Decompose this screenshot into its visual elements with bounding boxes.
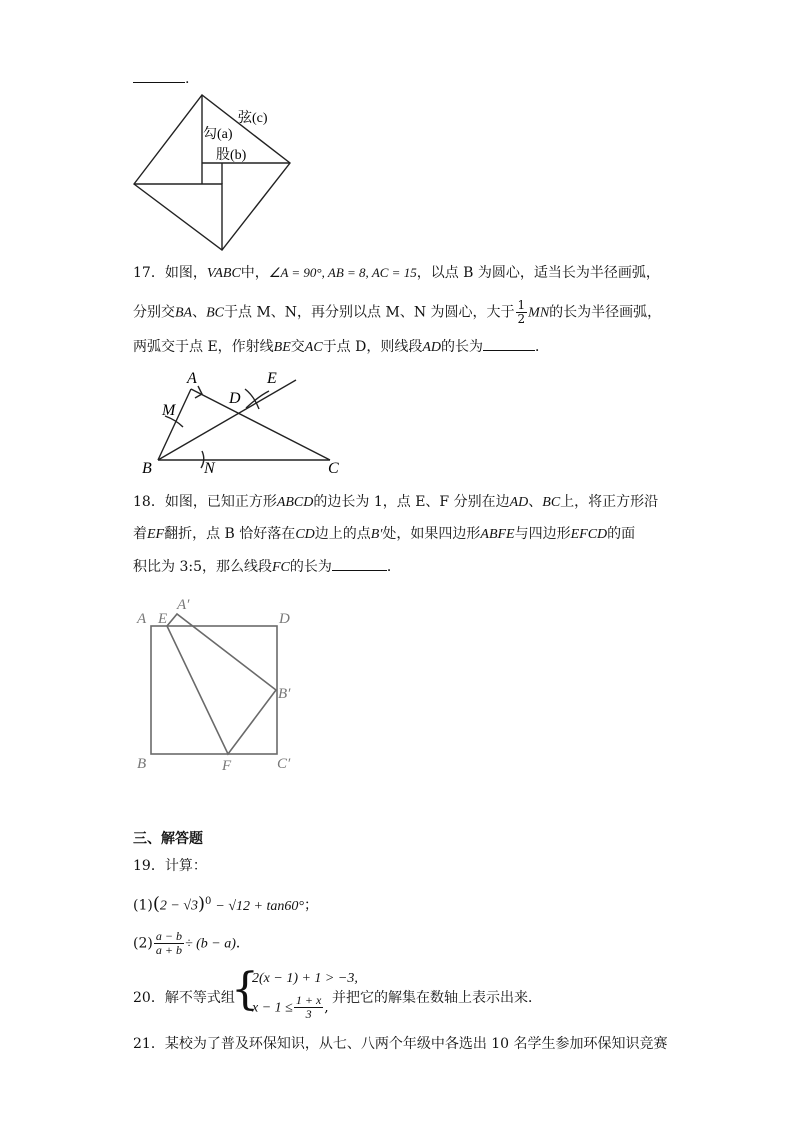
pythagoras-figure xyxy=(125,88,300,258)
label-b: 股(b) xyxy=(216,148,247,163)
q18-bc: BC xyxy=(542,495,561,510)
q20-post: 并把它的解集在数轴上表示出来． xyxy=(332,990,542,1006)
label-d: D xyxy=(229,390,241,407)
q18-cd: CD xyxy=(295,527,315,542)
frac-den: a + b xyxy=(155,943,182,957)
q17-text: 的长为半径画弧， xyxy=(549,304,662,321)
label-m: M xyxy=(162,402,176,419)
q18-text: 着 xyxy=(133,526,147,542)
q17-line2 xyxy=(133,299,661,326)
q20-pre: 20．解不等式组 xyxy=(133,990,235,1006)
q17-text: 于点 M、N，再分别以点 M、N 为圆心，大于 xyxy=(224,304,515,321)
q17-ad: AD xyxy=(422,340,442,355)
q18-line1 xyxy=(133,492,658,513)
q21-text: 21．某校为了普及环保知识，从七、八两个年级中各选出 10 名学生参加环保知识竞赛 xyxy=(133,1036,668,1052)
q18-abfe: ABFE xyxy=(480,527,515,542)
expr-rest: ÷ (b − a) xyxy=(184,936,236,952)
q17-bc: BC xyxy=(206,305,224,321)
q17-line3 xyxy=(133,336,549,358)
side-ac xyxy=(191,389,330,460)
q18-abcd: ABCD xyxy=(276,495,314,510)
q18-sep: 、 xyxy=(528,494,543,510)
ineq2-fraction xyxy=(294,994,323,1021)
label-e: E xyxy=(267,370,277,387)
q18-text: 18．如图，已知正方形 xyxy=(133,494,277,510)
q17-text: 于点 D，则线段 xyxy=(322,339,423,355)
label-n: N xyxy=(204,460,215,477)
frac-den: 2 xyxy=(517,312,526,326)
q18-text: 的边长为 1，点 E、F 分别在边 xyxy=(313,494,510,510)
ray-be xyxy=(158,380,296,460)
square-abcd xyxy=(151,626,277,754)
q18-text: 翻折，点 B 恰好落在 xyxy=(164,526,296,542)
q18-text: 与四边形 xyxy=(514,526,571,542)
expr-rest: − √12 + tan60° xyxy=(215,898,304,914)
q18-text: 边上的点 xyxy=(314,526,371,542)
answer-blank-line xyxy=(133,68,189,89)
q17-text: 交 xyxy=(290,339,305,355)
frac-num: 1 xyxy=(517,298,526,312)
system-brace: { xyxy=(231,964,259,1015)
fraction-ab xyxy=(154,930,184,957)
q18-ef: EF xyxy=(147,527,165,542)
q17-be: BE xyxy=(273,340,291,355)
q17-line1 xyxy=(133,263,660,284)
label-b: B xyxy=(137,756,147,772)
period: ． xyxy=(235,935,250,952)
exponent: 0 xyxy=(205,896,212,907)
period: ． xyxy=(386,559,401,575)
semicolon: ； xyxy=(304,897,318,914)
q18-text: 处，如果四边形 xyxy=(382,526,481,542)
q18-bprime: B′ xyxy=(370,527,383,542)
label-a: 勾(a) xyxy=(203,127,233,142)
q18-text: 的长为 xyxy=(289,559,332,575)
q18-text: 积比为 3:5，那么线段 xyxy=(133,559,272,575)
frac-num: a − b xyxy=(155,929,182,943)
part-label: (2) xyxy=(133,935,153,952)
label-c: C xyxy=(328,460,339,477)
q18-text: 的面 xyxy=(607,526,636,542)
inequality-1: 2(x − 1) + 1 > −3, xyxy=(252,971,358,986)
label-f: F xyxy=(222,758,232,774)
comma: , xyxy=(324,999,329,1016)
period: ． xyxy=(535,339,550,355)
answer-blank xyxy=(133,68,185,83)
label-c: 弦(c) xyxy=(238,111,268,126)
triangle-bisector-figure xyxy=(135,364,350,479)
label-e: E xyxy=(158,611,168,627)
q18-line3 xyxy=(133,556,401,578)
label-d: D xyxy=(279,611,290,627)
q18-line2 xyxy=(133,524,635,545)
q17-text: ，以点 B 为圆心，适当长为半径画弧， xyxy=(416,265,660,281)
q18-efcd: EFCD xyxy=(570,527,608,542)
label-b: B xyxy=(142,460,152,477)
q17-text: 分别交 xyxy=(133,304,175,321)
q18-text: 上，将正方形沿 xyxy=(560,494,659,510)
half-fraction xyxy=(516,299,528,326)
part-label: (1) xyxy=(133,897,153,914)
folded-quad xyxy=(167,614,276,754)
ineq2-left: x − 1 ≤ xyxy=(252,1000,293,1016)
frac-den: 3 xyxy=(305,1007,312,1021)
q18-fc: FC xyxy=(271,560,290,575)
q19-part1 xyxy=(133,892,318,917)
frac-num: 1 + x xyxy=(295,993,322,1007)
answer-blank xyxy=(332,556,387,571)
q17-text: 17．如图， xyxy=(133,265,207,281)
q17-text: 的长为 xyxy=(441,339,484,355)
q17-mn: MN xyxy=(528,305,550,321)
q19-title: 19．计算： xyxy=(133,858,207,874)
q17-ba: BA xyxy=(175,305,193,321)
label-bprime: B′ xyxy=(278,686,291,702)
q17-text: 两弧交于点 E，作射线 xyxy=(133,339,274,355)
label-a: A xyxy=(137,611,147,627)
section-heading: 三、解答题 xyxy=(133,831,203,847)
q17-text: 中， xyxy=(240,265,269,281)
paren-close: ) xyxy=(198,893,206,915)
q17-ac: AC xyxy=(304,340,323,355)
label-c: C′ xyxy=(277,756,291,772)
q17-sep: 、 xyxy=(192,304,207,321)
label-a: A xyxy=(187,370,197,387)
folded-square-figure xyxy=(130,592,305,777)
paren-open: ( xyxy=(152,893,160,915)
side-ba xyxy=(158,389,191,460)
q18-ad: AD xyxy=(509,495,529,510)
expr-base: 2 − √3 xyxy=(159,898,199,914)
period: . xyxy=(185,71,190,87)
q19-part2 xyxy=(133,930,250,957)
q17-conditions: ∠A = 90°, AB = 8, AC = 15 xyxy=(268,265,417,280)
answer-blank xyxy=(483,336,535,351)
label-aprime: A′ xyxy=(177,597,190,613)
inequality-2 xyxy=(252,994,329,1021)
q17-triangle: VABC xyxy=(206,266,241,281)
